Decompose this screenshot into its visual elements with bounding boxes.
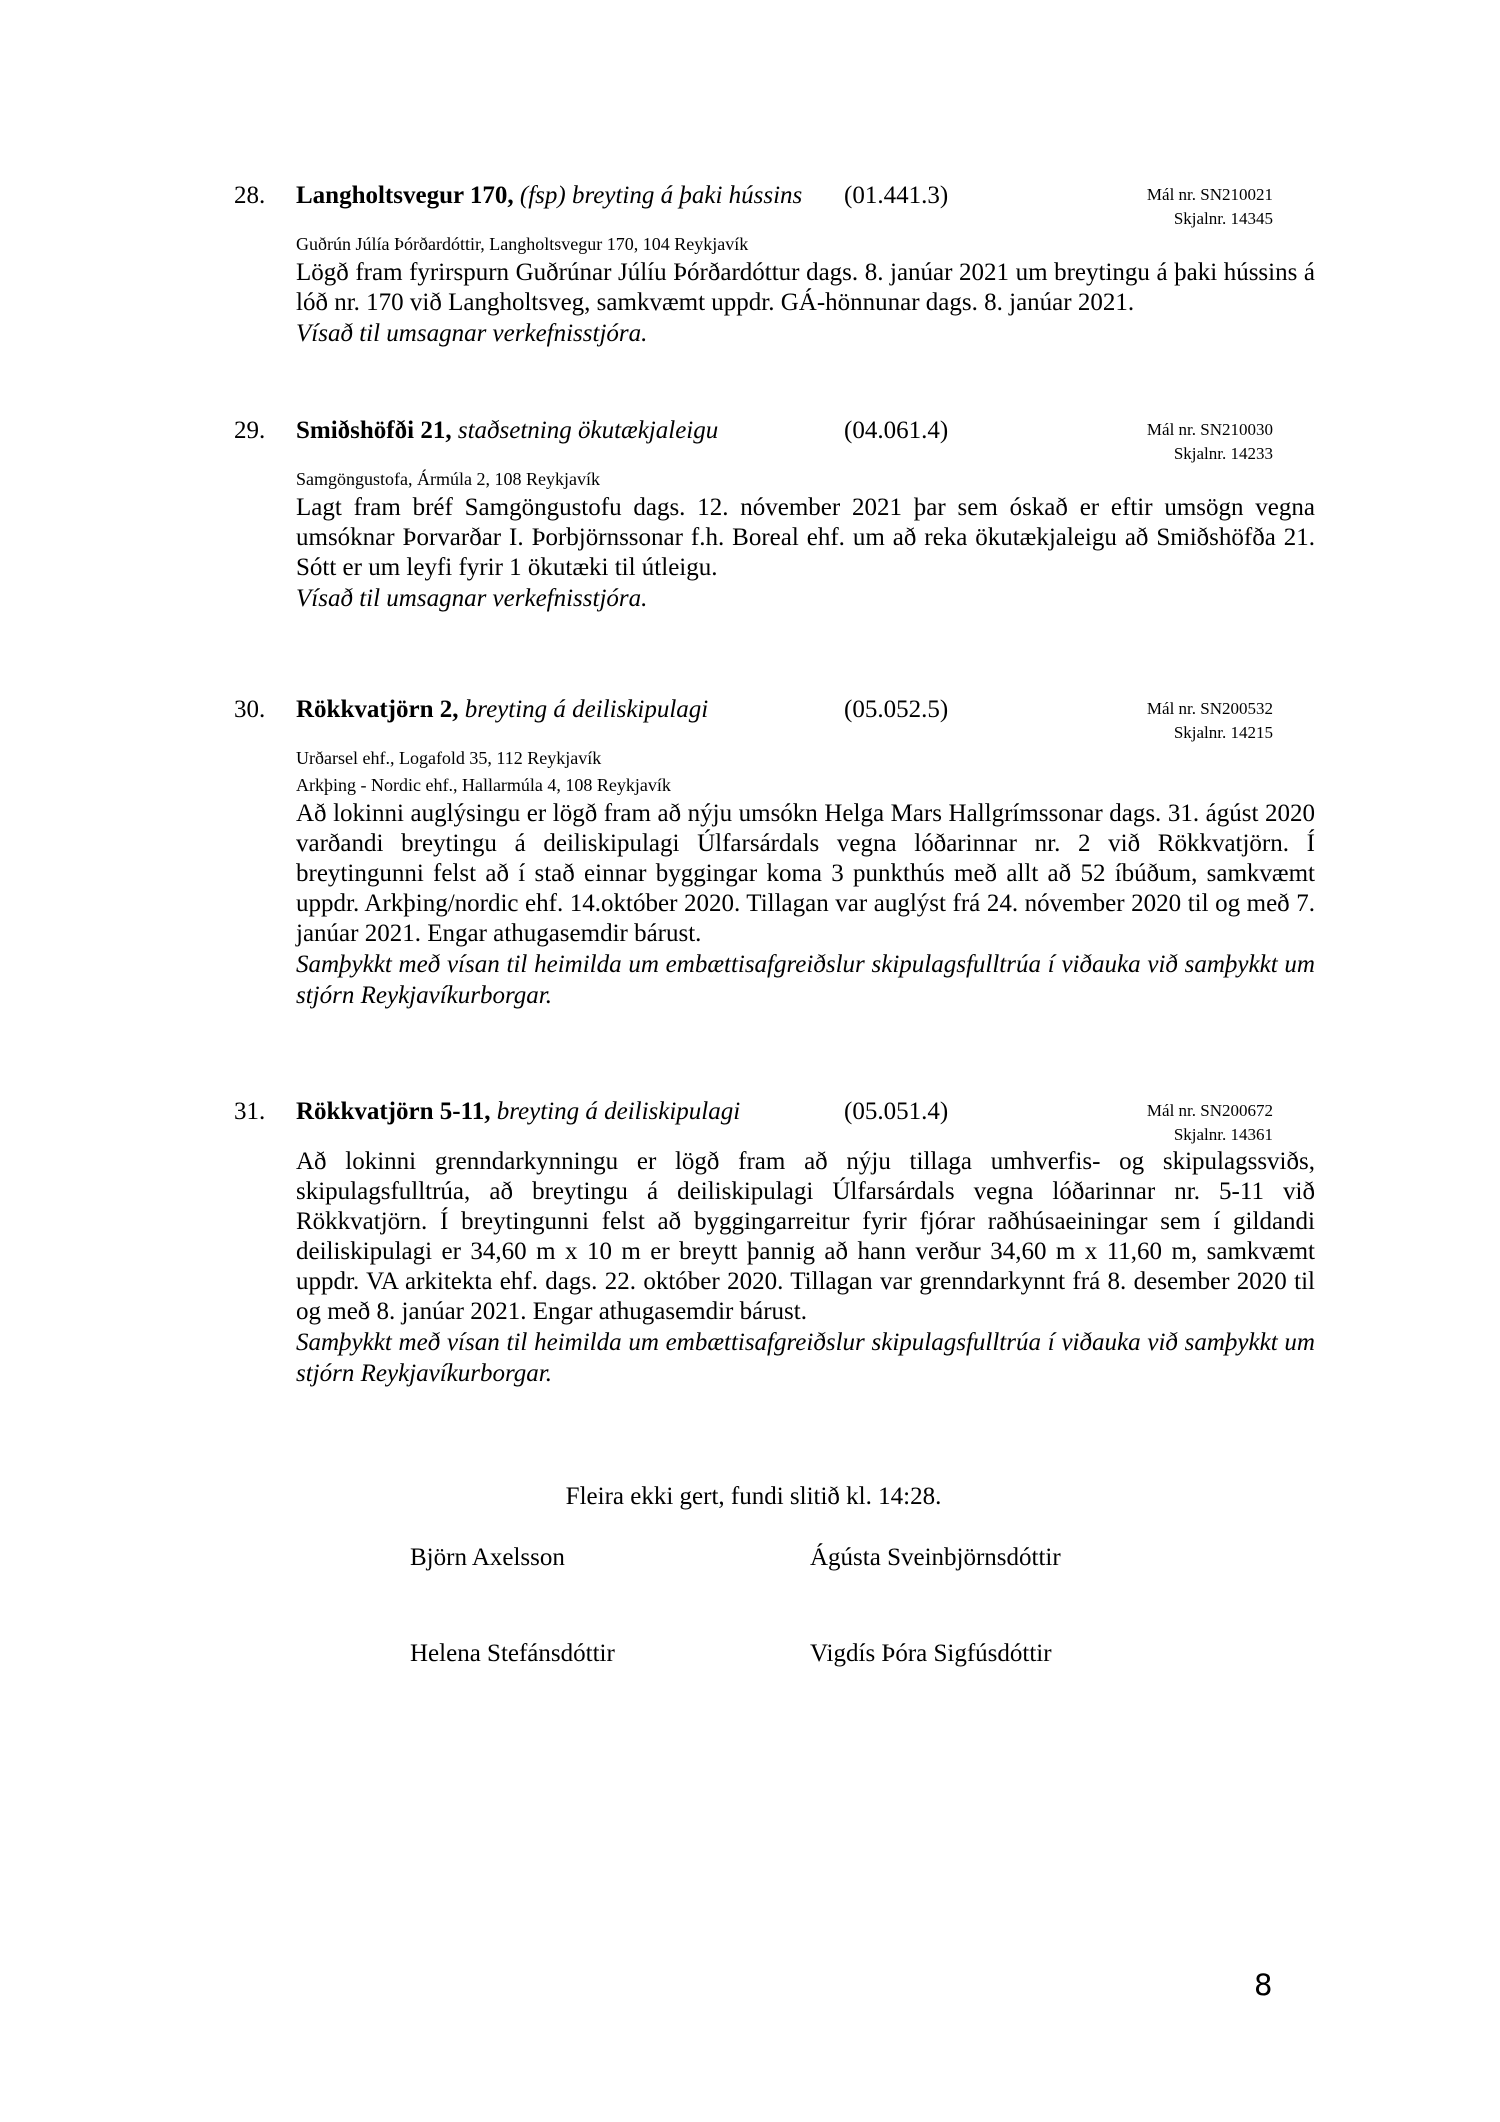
signature-row <box>234 1638 1315 1669</box>
item-body: Að lokinni grenndarkynningu er lögð fram að nýju tillaga umhverfis- og skipulagssviðs, skipulagsfulltrúa, að breytingu á deiliskipulagi Úlfarsárdals vegna lóðarinnar nr. 5-11 við Rökkvatjörn. Í breytingunni felst að byggingarreitur fyrir fjórar raðhúsaeiningar sem í gildandi deiliskipulagi er 34,60 m x 10 m er breytt þannig að hann verður 34,60 m x 11,60 m, samkvæmt uppdr. VA arkitekta ehf. dags. 22. október 2020. Tillagan var grenndarkynnt frá 8. desember 2020 til og með 8. janúar 2021. Engar athugasemdir bárust. <box>296 1148 1315 1325</box>
agenda-item-28 <box>234 180 1315 349</box>
item-heading <box>234 1096 1315 1147</box>
case-number: Mál nr. SN200672 <box>1146 1101 1273 1120</box>
agenda-item-31 <box>234 1096 1315 1389</box>
signature-name: Vigdís Þóra Sigfúsdóttir <box>810 1640 1052 1667</box>
item-body: Lögð fram fyrirspurn Guðrúnar Júlíu Þórðardóttur dags. 8. janúar 2021 um breytingu á þaki hússins á lóð nr. 170 við Langholtsveg, samkvæmt uppdr. GÁ-hönnunar dags. 8. janúar 2021. <box>296 259 1315 316</box>
case-ref-block <box>984 1096 1315 1147</box>
case-ref-block <box>984 180 1315 231</box>
item-title <box>296 415 820 446</box>
item-number: 30. <box>234 696 266 723</box>
item-body: Lagt fram bréf Samgöngustofu dags. 12. nóvember 2021 þar sem óskað er eftir umsögn vegna umsóknar Þorvarðar I. Þorbjörnssonar f.h. Boreal ehf. um að reka ökutækjaleigu að Smiðshöfða 21. Sótt er um leyfi fyrir 1 ökutæki til útleigu. <box>296 494 1315 581</box>
item-decision: Vísað til umsagnar verkefnisstjóra. <box>296 320 648 347</box>
item-title <box>296 694 820 725</box>
applicant-line: Urðarsel ehf., Logafold 35, 112 Reykjavík <box>296 748 602 768</box>
item-title-italic: breyting á deiliskipulagi <box>496 1098 741 1125</box>
signature-name: Ágústa Sveinbjörnsdóttir <box>810 1544 1061 1571</box>
item-title-bold: Smiðshöfði 21, <box>296 417 452 444</box>
item-heading <box>234 694 1315 745</box>
applicant-line: Arkþing - Nordic ehf., Hallarmúla 4, 108 Reykjavík <box>296 775 671 795</box>
item-number: 28. <box>234 182 266 209</box>
case-ref-block <box>984 694 1315 745</box>
item-decision: Vísað til umsagnar verkefnisstjóra. <box>296 585 648 612</box>
document-number: Skjalnr. 14345 <box>1173 209 1273 228</box>
item-title-bold: Langholtsvegur 170, <box>296 182 514 209</box>
case-code: (05.052.5) <box>844 696 949 723</box>
item-body: Að lokinni auglýsingu er lögð fram að nýju umsókn Helga Mars Hallgrímssonar dags. 31. ágúst 2020 varðandi breytingu á deiliskipulagi Úlfarsárdals vegna lóðarinnar nr. 2 við Rökkvatjörn. Í breytingunni felst að í stað einnar byggingar koma 3 punkthús með allt að 52 íbúðum, samkvæmt uppdr. Arkþing/nordic ehf. 14.október 2020. Tillagan var auglýst frá 24. nóvember 2020 til og með 7. janúar 2021. Engar athugasemdir bárust. <box>296 800 1315 947</box>
signature-name: Helena Stefánsdóttir <box>410 1640 615 1667</box>
item-heading <box>234 180 1315 231</box>
closing-line: Fleira ekki gert, fundi slitið kl. 14:28. <box>565 1483 942 1510</box>
item-heading <box>234 415 1315 466</box>
item-title <box>296 1096 820 1127</box>
document-number: Skjalnr. 14233 <box>1173 444 1273 463</box>
item-number: 29. <box>234 417 266 444</box>
case-ref-block <box>984 415 1315 466</box>
item-decision: Samþykkt með vísan til heimilda um embættisafgreiðslur skipulagsfulltrúa í viðauka við samþykkt um stjórn Reykjavíkurborgar. <box>296 1329 1315 1387</box>
case-number: Mál nr. SN200532 <box>1146 699 1273 718</box>
document-number: Skjalnr. 14361 <box>1173 1125 1273 1144</box>
case-code: (05.051.4) <box>844 1098 949 1125</box>
agenda-item-29 <box>234 415 1315 614</box>
applicant-line: Guðrún Júlía Þórðardóttir, Langholtsvegur 170, 104 Reykjavík <box>296 234 749 254</box>
case-number: Mál nr. SN210021 <box>1146 185 1273 204</box>
document-number: Skjalnr. 14215 <box>1173 723 1273 742</box>
signature-name: Björn Axelsson <box>410 1544 565 1571</box>
case-code: (04.061.4) <box>844 417 949 444</box>
page-number: 8 <box>1254 1968 1273 2002</box>
item-title-italic: (fsp) breyting á þaki hússins <box>519 182 803 209</box>
applicant-line: Samgöngustofa, Ármúla 2, 108 Reykjavík <box>296 469 600 489</box>
item-decision: Samþykkt með vísan til heimilda um embættisafgreiðslur skipulagsfulltrúa í viðauka við samþykkt um stjórn Reykjavíkurborgar. <box>296 951 1315 1009</box>
item-title-italic: staðsetning ökutækjaleigu <box>457 417 719 444</box>
item-title <box>296 180 820 211</box>
signature-row <box>234 1542 1315 1573</box>
agenda-item-30 <box>234 694 1315 1011</box>
case-code: (01.441.3) <box>844 182 949 209</box>
item-title-bold: Rökkvatjörn 5-11, <box>296 1098 491 1125</box>
item-title-italic: breyting á deiliskipulagi <box>464 696 709 723</box>
case-number: Mál nr. SN210030 <box>1146 420 1273 439</box>
item-title-bold: Rökkvatjörn 2, <box>296 696 459 723</box>
item-number: 31. <box>234 1098 266 1125</box>
